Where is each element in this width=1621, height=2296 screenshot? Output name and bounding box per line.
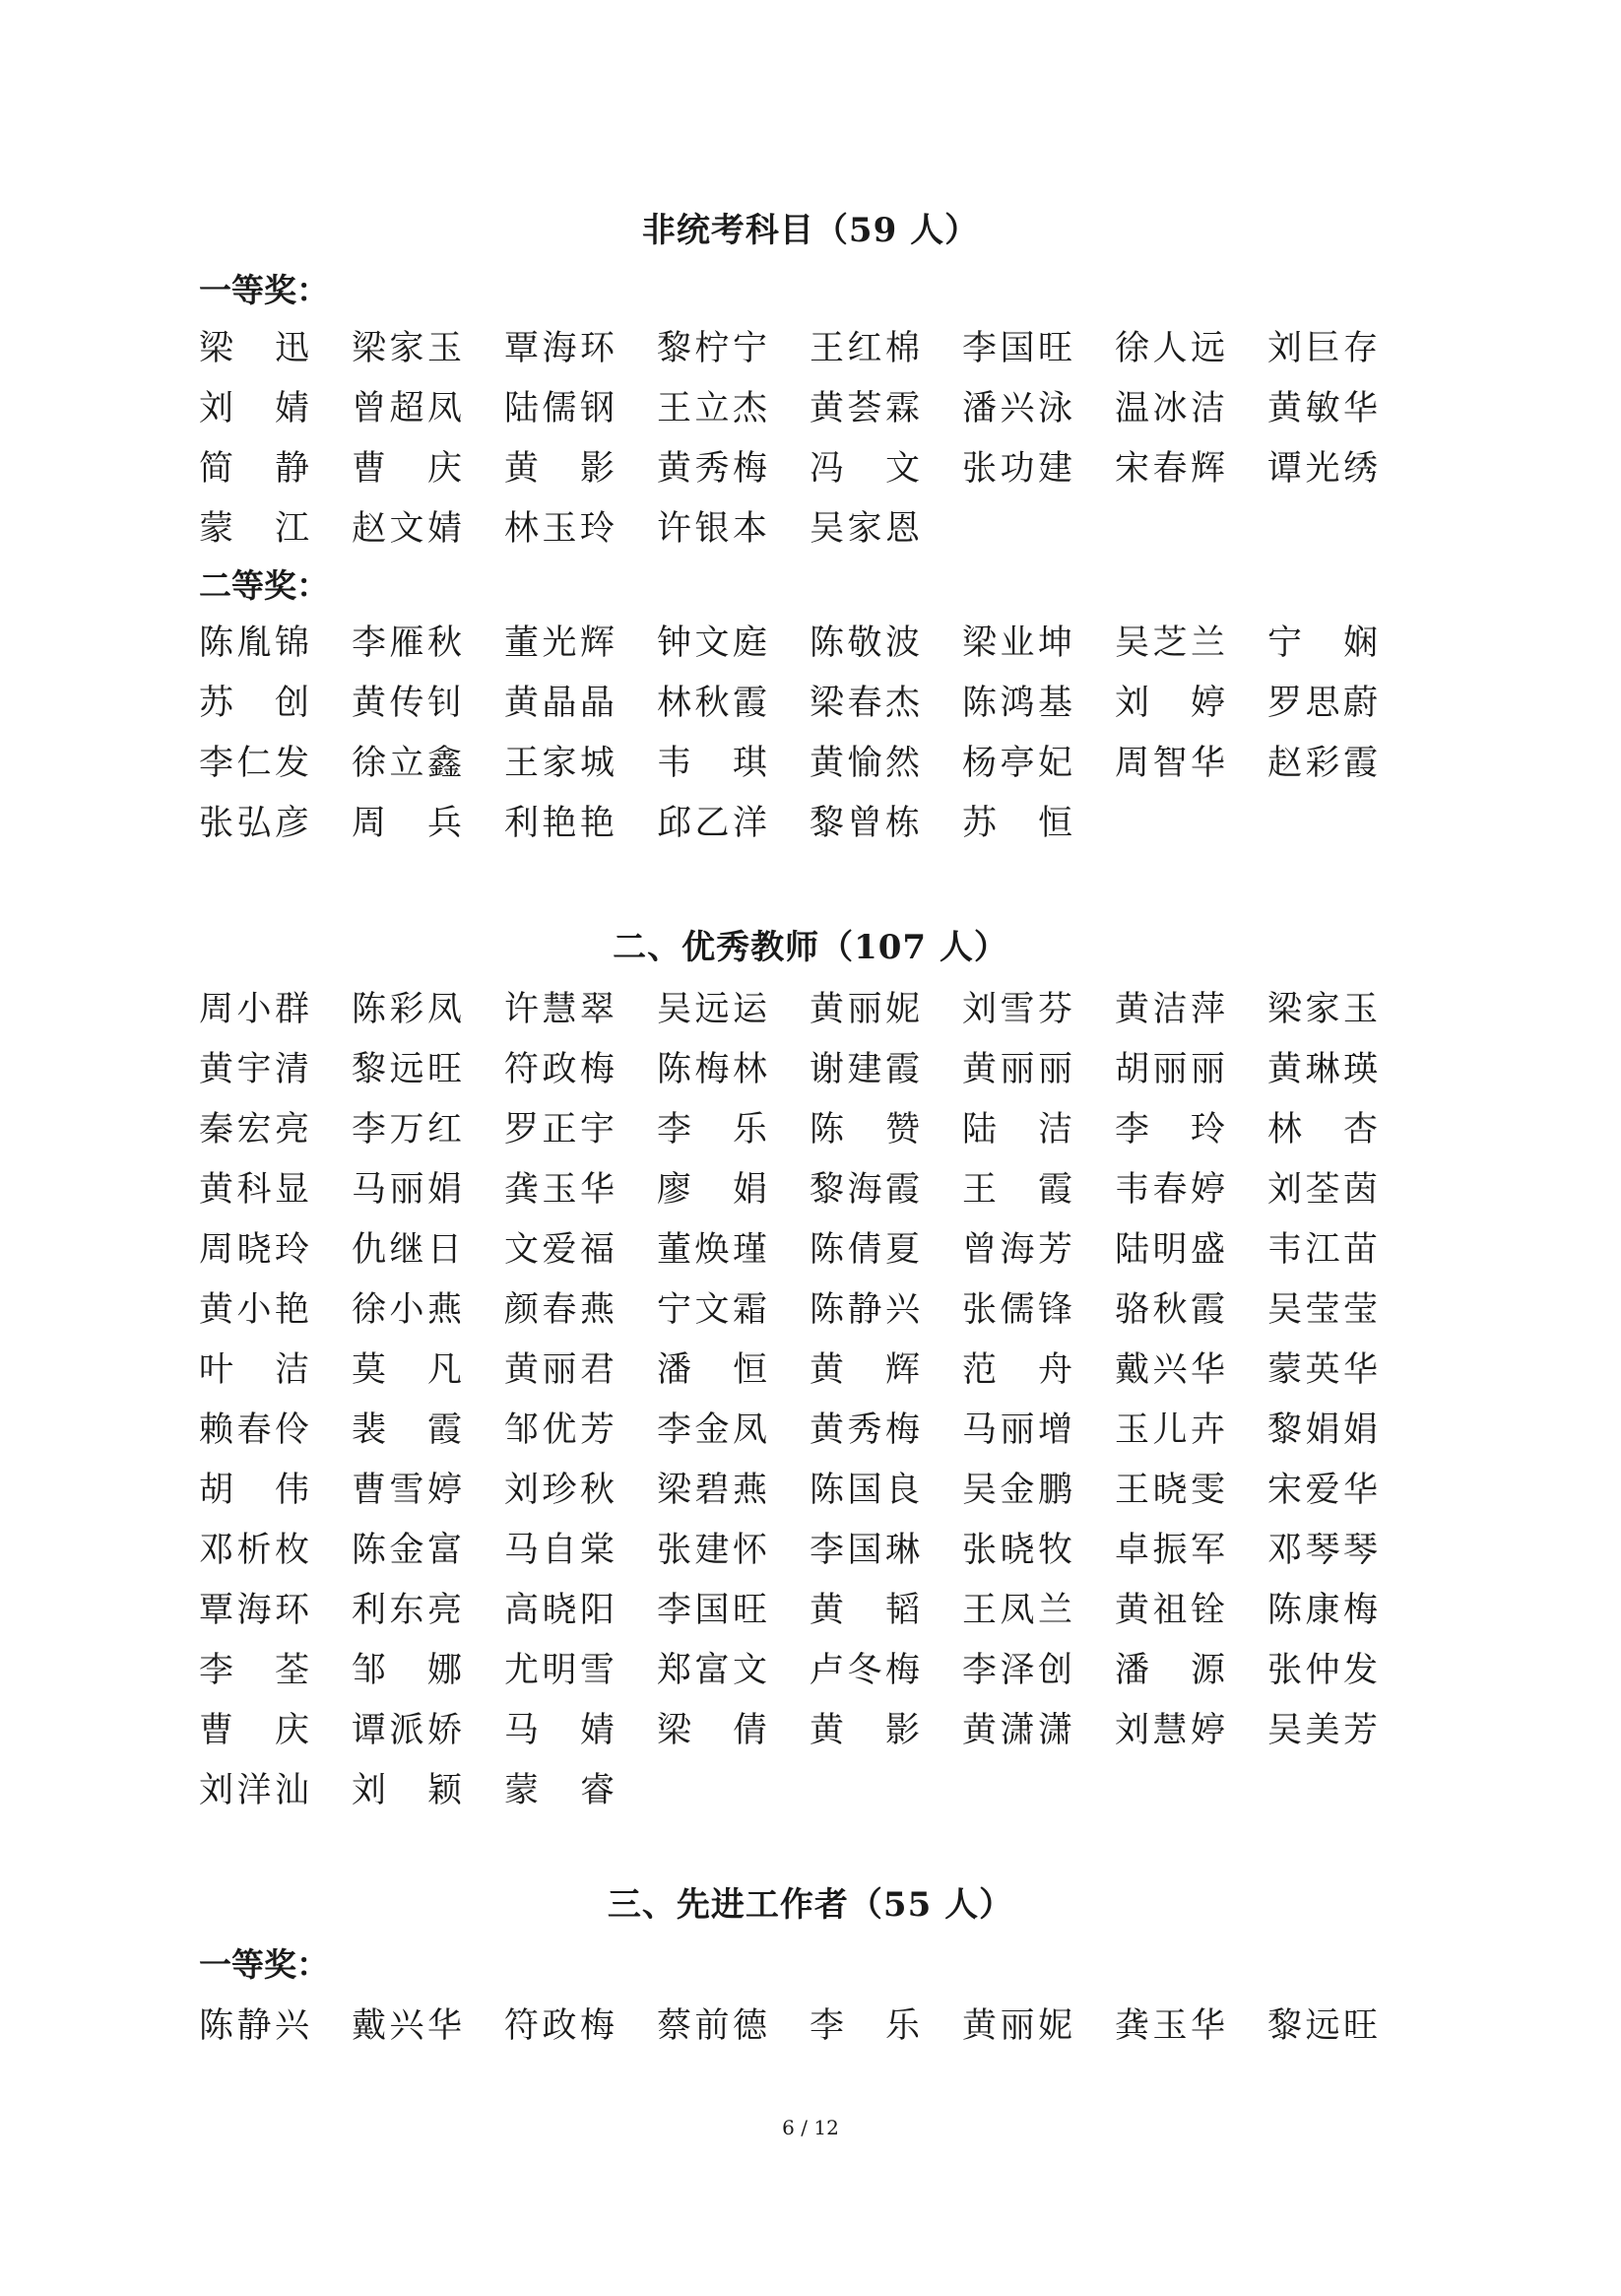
name-entry: 陈梅林	[657, 1050, 767, 1089]
name-entry: 潘 恒	[657, 1350, 767, 1390]
name-entry: 符政梅	[504, 2006, 615, 2046]
name-entry: 马 婧	[504, 1711, 615, 1750]
name-entry: 张仲发	[1267, 1651, 1378, 1690]
name-entry: 仇继日	[352, 1230, 462, 1270]
name-entry: 黄敏华	[1267, 389, 1378, 428]
name-entry: 黄 辉	[810, 1350, 920, 1390]
name-entry: 梁碧燕	[657, 1471, 767, 1510]
name-entry: 梁家玉	[1267, 990, 1378, 1029]
name-entry: 黄 韬	[810, 1591, 920, 1630]
name-entry: 李国旺	[962, 329, 1072, 368]
name-entry: 梁 倩	[657, 1711, 767, 1750]
name-entry: 简 静	[199, 449, 309, 489]
name-entry: 陆儒钢	[504, 389, 615, 428]
name-entry: 邱乙洋	[657, 804, 767, 843]
name-entry: 黄洁萍	[1115, 990, 1225, 1029]
name-entry: 黎远旺	[352, 1050, 462, 1089]
name-entry: 宋春辉	[1115, 449, 1225, 489]
name-entry: 陆 洁	[962, 1110, 1072, 1149]
name-entry: 邹 娜	[352, 1651, 462, 1690]
name-entry: 韦春婷	[1115, 1170, 1225, 1210]
name-entry: 黎曾栋	[810, 804, 920, 843]
name-entry: 梁春杰	[810, 684, 920, 723]
name-entry: 邓析枚	[199, 1531, 309, 1570]
name-entry: 李 荃	[199, 1651, 309, 1690]
section-title-teachers: 二、优秀教师（107 人）	[613, 928, 1008, 967]
name-entry: 黄荟霖	[810, 389, 920, 428]
name-entry: 黎柠宁	[657, 329, 767, 368]
name-entry: 玉儿卉	[1115, 1410, 1225, 1450]
name-entry: 刘雪芬	[962, 990, 1072, 1029]
name-entry: 徐人远	[1115, 329, 1225, 368]
name-grid-non-unified-first	[199, 319, 1440, 559]
name-entry: 黄丽丽	[962, 1050, 1072, 1089]
name-entry: 马丽增	[962, 1410, 1072, 1450]
name-entry: 王家城	[504, 744, 615, 783]
name-entry: 林玉玲	[504, 509, 615, 549]
name-entry: 李仁发	[199, 744, 309, 783]
name-entry: 蒙英华	[1267, 1350, 1378, 1390]
name-grid-teachers	[199, 980, 1440, 1821]
name-entry: 王晓雯	[1115, 1471, 1225, 1510]
name-entry: 黄 影	[810, 1711, 920, 1750]
name-entry: 陈静兴	[810, 1290, 920, 1330]
name-entry: 刘 婧	[199, 389, 309, 428]
name-entry: 黄潇潇	[962, 1711, 1072, 1750]
name-entry: 吴美芳	[1267, 1711, 1378, 1750]
name-entry: 张弘彦	[199, 804, 309, 843]
section-title-workers: 三、先进工作者（55 人）	[607, 1885, 1014, 1925]
name-entry: 罗正宇	[504, 1110, 615, 1149]
name-entry: 郑富文	[657, 1651, 767, 1690]
name-entry: 马丽娟	[352, 1170, 462, 1210]
name-entry: 许慧翠	[504, 990, 615, 1029]
name-entry: 黎远旺	[1267, 2006, 1378, 2046]
name-entry: 卢冬梅	[810, 1651, 920, 1690]
name-entry: 邹优芳	[504, 1410, 615, 1450]
name-entry: 戴兴华	[352, 2006, 462, 2046]
name-entry: 马自棠	[504, 1531, 615, 1570]
name-entry: 周小群	[199, 990, 309, 1029]
name-entry: 刘珍秋	[504, 1471, 615, 1510]
name-entry: 徐小燕	[352, 1290, 462, 1330]
name-grid-workers-first	[199, 1997, 1440, 2057]
name-entry: 张晓牧	[962, 1531, 1072, 1570]
name-entry: 廖 娟	[657, 1170, 767, 1210]
name-entry: 李 乐	[657, 1110, 767, 1149]
name-entry: 谭光绣	[1267, 449, 1378, 489]
name-entry: 曾海芳	[962, 1230, 1072, 1270]
name-entry: 黄小艳	[199, 1290, 309, 1330]
name-entry: 覃海环	[199, 1591, 309, 1630]
name-entry: 苏 恒	[962, 804, 1072, 843]
name-entry: 刘 颖	[352, 1771, 462, 1810]
name-entry: 吴家恩	[810, 509, 920, 549]
name-entry: 龚玉华	[504, 1170, 615, 1210]
name-entry: 陈金富	[352, 1531, 462, 1570]
name-entry: 颜春燕	[504, 1290, 615, 1330]
name-entry: 尤明雪	[504, 1651, 615, 1690]
name-entry: 王红棉	[810, 329, 920, 368]
name-entry: 刘慧婷	[1115, 1711, 1225, 1750]
name-entry: 莫 凡	[352, 1350, 462, 1390]
name-entry: 邓琴琴	[1267, 1531, 1378, 1570]
award-label-first: 一等奖：	[199, 271, 329, 309]
name-entry: 胡 伟	[199, 1471, 309, 1510]
name-entry: 赵文婧	[352, 509, 462, 549]
name-entry: 赵彩霞	[1267, 744, 1378, 783]
name-entry: 周智华	[1115, 744, 1225, 783]
name-entry: 黄琳瑛	[1267, 1050, 1378, 1089]
name-entry: 吴芝兰	[1115, 623, 1225, 663]
name-entry: 谭派娇	[352, 1711, 462, 1750]
name-entry: 宋爱华	[1267, 1471, 1378, 1510]
name-entry: 张功建	[962, 449, 1072, 489]
award-label-second: 二等奖：	[199, 566, 329, 605]
name-entry: 李万红	[352, 1110, 462, 1149]
name-entry: 陈 赞	[810, 1110, 920, 1149]
name-entry: 黄科显	[199, 1170, 309, 1210]
name-entry: 潘 源	[1115, 1651, 1225, 1690]
name-entry: 黄宇清	[199, 1050, 309, 1089]
name-entry: 吴金鹏	[962, 1471, 1072, 1510]
name-entry: 罗思蔚	[1267, 684, 1378, 723]
name-entry: 陈国良	[810, 1471, 920, 1510]
name-entry: 董光辉	[504, 623, 615, 663]
name-entry: 张儒锋	[962, 1290, 1072, 1330]
name-entry: 陈康梅	[1267, 1591, 1378, 1630]
name-entry: 黄晶晶	[504, 684, 615, 723]
name-entry: 冯 文	[810, 449, 920, 489]
name-entry: 黄传钊	[352, 684, 462, 723]
name-entry: 陈敬波	[810, 623, 920, 663]
name-entry: 黄丽君	[504, 1350, 615, 1390]
name-entry: 曹雪婷	[352, 1471, 462, 1510]
name-entry: 周 兵	[352, 804, 462, 843]
name-entry: 李雁秋	[352, 623, 462, 663]
name-entry: 叶 洁	[199, 1350, 309, 1390]
name-entry: 徐立鑫	[352, 744, 462, 783]
name-entry: 高晓阳	[504, 1591, 615, 1630]
name-entry: 骆秋霞	[1115, 1290, 1225, 1330]
name-entry: 刘巨存	[1267, 329, 1378, 368]
name-entry: 文爱福	[504, 1230, 615, 1270]
section-title-non-unified: 非统考科目（59 人）	[641, 211, 980, 250]
name-entry: 李 玲	[1115, 1110, 1225, 1149]
name-entry: 戴兴华	[1115, 1350, 1225, 1390]
page-number: 6 / 12	[782, 2116, 839, 2139]
name-entry: 黎娟娟	[1267, 1410, 1378, 1450]
name-entry: 曹 庆	[352, 449, 462, 489]
name-entry: 秦宏亮	[199, 1110, 309, 1149]
name-entry: 陈彩凤	[352, 990, 462, 1029]
name-entry: 黄秀梅	[810, 1410, 920, 1450]
name-entry: 李 乐	[810, 2006, 920, 2046]
name-entry: 吴莹莹	[1267, 1290, 1378, 1330]
name-entry: 韦江苗	[1267, 1230, 1378, 1270]
name-entry: 林秋霞	[657, 684, 767, 723]
name-entry: 李金凤	[657, 1410, 767, 1450]
name-entry: 黄愉然	[810, 744, 920, 783]
name-entry: 董焕瑾	[657, 1230, 767, 1270]
name-entry: 张建怀	[657, 1531, 767, 1570]
name-entry: 潘兴泳	[962, 389, 1072, 428]
name-entry: 宁文霜	[657, 1290, 767, 1330]
name-entry: 陈静兴	[199, 2006, 309, 2046]
name-entry: 刘 婷	[1115, 684, 1225, 723]
name-entry: 吴远运	[657, 990, 767, 1029]
name-entry: 钟文庭	[657, 623, 767, 663]
name-entry: 卓振军	[1115, 1531, 1225, 1570]
name-entry: 宁 娴	[1267, 623, 1378, 663]
name-entry: 曾超凤	[352, 389, 462, 428]
name-entry: 陈倩夏	[810, 1230, 920, 1270]
name-entry: 利东亮	[352, 1591, 462, 1630]
name-entry: 蒙 江	[199, 509, 309, 549]
name-entry: 王凤兰	[962, 1591, 1072, 1630]
name-entry: 曹 庆	[199, 1711, 309, 1750]
name-entry: 黄丽妮	[962, 2006, 1072, 2046]
name-entry: 黄丽妮	[810, 990, 920, 1029]
name-entry: 杨亭妃	[962, 744, 1072, 783]
name-entry: 黄祖铨	[1115, 1591, 1225, 1630]
name-entry: 赖春伶	[199, 1410, 309, 1450]
name-entry: 范 舟	[962, 1350, 1072, 1390]
name-entry: 黄秀梅	[657, 449, 767, 489]
name-entry: 王立杰	[657, 389, 767, 428]
name-entry: 陈鸿基	[962, 684, 1072, 723]
name-entry: 陈胤锦	[199, 623, 309, 663]
award-label-worker-first: 一等奖：	[199, 1945, 329, 1984]
name-entry: 李国琳	[810, 1531, 920, 1570]
name-entry: 林 杏	[1267, 1110, 1378, 1149]
name-entry: 刘荃茵	[1267, 1170, 1378, 1210]
name-grid-non-unified-second	[199, 614, 1440, 854]
name-entry: 符政梅	[504, 1050, 615, 1089]
name-entry: 梁家玉	[352, 329, 462, 368]
name-entry: 韦 琪	[657, 744, 767, 783]
name-entry: 谢建霞	[810, 1050, 920, 1089]
name-entry: 苏 创	[199, 684, 309, 723]
name-entry: 龚玉华	[1115, 2006, 1225, 2046]
name-entry: 黎海霞	[810, 1170, 920, 1210]
name-entry: 裴 霞	[352, 1410, 462, 1450]
name-entry: 李国旺	[657, 1591, 767, 1630]
name-entry: 蔡前德	[657, 2006, 767, 2046]
name-entry: 温冰洁	[1115, 389, 1225, 428]
name-entry: 覃海环	[504, 329, 615, 368]
name-entry: 王 霞	[962, 1170, 1072, 1210]
name-entry: 刘洋汕	[199, 1771, 309, 1810]
name-entry: 梁业坤	[962, 623, 1072, 663]
name-entry: 李泽创	[962, 1651, 1072, 1690]
name-entry: 陆明盛	[1115, 1230, 1225, 1270]
name-entry: 许银本	[657, 509, 767, 549]
name-entry: 蒙 睿	[504, 1771, 615, 1810]
name-entry: 周晓玲	[199, 1230, 309, 1270]
name-entry: 梁 迅	[199, 329, 309, 368]
name-entry: 利艳艳	[504, 804, 615, 843]
name-entry: 黄 影	[504, 449, 615, 489]
name-entry: 胡丽丽	[1115, 1050, 1225, 1089]
